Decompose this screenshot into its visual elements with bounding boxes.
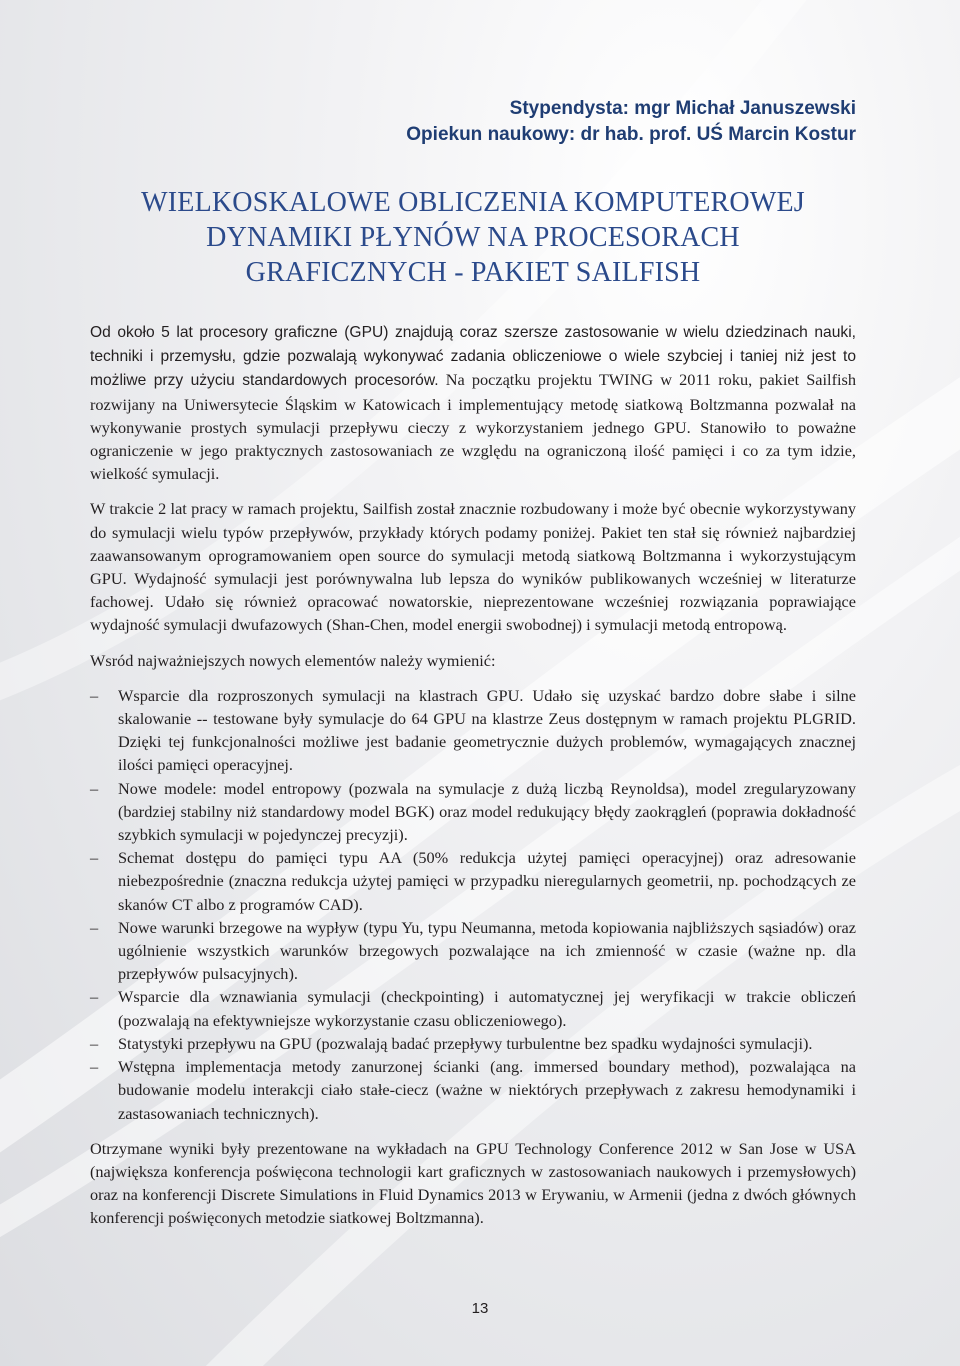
page-number: 13 — [471, 1300, 489, 1317]
dash-bullet: – — [90, 987, 99, 1007]
title-line-1: WIELKOSKALOWE OBLICZENIA KOMPUTEROWEJ — [141, 187, 805, 218]
dash-bullet: – — [90, 778, 99, 798]
author-header — [406, 96, 856, 148]
intro-paragraph — [90, 320, 856, 485]
intro-continuation: Na początku projektu TWING w 2011 roku, pakiet Sailfish rozwijany na Uniwersytecie Śląskim w Katowicach i implementujący metodę siatkową Boltzmanna pozwalał na wykonywanie prostych symulacji przepływu cieczy z wykorzystaniem jednego GPU. Stanowiło to poważne ograniczenie w jego praktycznych zastosowaniach ze względu na ograniczoną ilość pamięci i co za tym idzie, wielkość symulacji. — [90, 370, 856, 484]
list-item: – Nowe warunki brzegowe na wypływ (typu Yu, typu Neumanna, metoda kopiowania najbliższych sąsiadów) oraz ugólnienie wszystkich warunków brzegowych pozwalające na ich zmienność w czasie (ważne np. dla przepływów pulsacyjnych). — [90, 917, 856, 984]
list-item: – Nowe modele: model entropowy (pozwala na symulacje z dużą liczbą Reynoldsa), model zregularyzowany (bardziej stabilny niż standardowy model BGK) oraz model redukujący błędy zaokrągleń (poprawia dokładność szybkich symulacji w pojedynczej precyzji). — [90, 778, 856, 845]
title-line-2: DYNAMIKI PŁYNÓW NA PROCESORACH — [206, 222, 740, 253]
list-item: – Wsparcie dla wznawiania symulacji (checkpointing) i automatycznej jej weryfikacji w trakcie obliczeń (pozwalają na efektywniejsze wykorzystanie czasu obliczeniowego). — [90, 987, 856, 1030]
results-paragraph: Otrzymane wyniki były prezentowane na wykładach na GPU Technology Conference 2012 w San Jose w USA (największa konferencja poświęcona technologii kart graficznych w zastosowaniach naukowych i przemysłowych) oraz na konferencji Discrete Simulations in Fluid Dynamics 2013 w Erywaniu, w Armenii (jedna z dwóch głównych konferencji poświęconych metodzie siatkowej Boltzmanna). — [90, 1138, 856, 1228]
article-body — [90, 320, 856, 1230]
dash-bullet: – — [90, 1033, 99, 1053]
list-item: – Wstępna implementacja metody zanurzonej ścianki (ang. immersed boundary method), pozwalająca na budowanie modelu interakcji ciało stałe-ciecz (ważne w niektórych przepływach z zakresu hemodynamiki i zastasowaniach technicznych). — [90, 1057, 856, 1123]
list-item: – Schemat dostępu do pamięci typu AA (50% redukcja użytej pamięci operacyjnej) oraz adresowanie niebezpośrednie (znaczna redukcja użytej pamięci w przypadku nieregularnych geometrii, np. pochodzących ze skanów CT albo z programów CAD). — [90, 848, 856, 914]
feature-list — [90, 684, 856, 1125]
supervisor-line: Opiekun naukowy: dr hab. prof. UŚ Marcin Kostur — [406, 124, 856, 145]
dash-bullet: – — [90, 685, 99, 705]
dash-bullet: – — [90, 917, 99, 937]
title-line-3: GRAFICZNYCH - PAKIET SAILFISH — [245, 257, 701, 288]
page-title — [90, 185, 856, 290]
scholar-line: Stypendysta: mgr Michał Januszewski — [509, 98, 856, 119]
list-item: – Statystyki przepływu na GPU (pozwalają badać przepływy turbulentne bez spadku wydajności symulacji). — [90, 1032, 856, 1055]
list-intro: Wsród najważniejszych nowych elementów należy wymienić: — [90, 650, 496, 670]
dash-bullet: – — [90, 848, 99, 868]
list-item: – Wsparcie dla rozproszonych symulacji na klastrach GPU. Udało się uzyskać bardzo dobre słabe i silne skalowanie -- testowane były symulacje do 64 GPU na klastrze Zeus dostępnym w ramach projektu PLGRID. Dzięki tej funkcjonalności możliwe jest badanie geometrycznie dużych problemów, wymagających znacznej ilości pamięci operacyjnej. — [90, 685, 856, 775]
progress-paragraph: W trakcie 2 lat pracy w ramach projektu, Sailfish został znacznie rozbudowany i może być obecnie wykorzystywany do symulacji wielu typów przepływów, przykłady których podamy poniżej. Pakiet ten stał się również najbardziej zaawansowanym oprogramowaniem open source do symulacji metodą siatkową Boltzmanna i wykorzystującym GPU. Wydajność symulacji jest porównywalna lub lepsza do wyników publikowanych wcześniej w literaturze fachowej. Udało się również opracować nowatorskie, nieprezentowane wcześniej rozwiązania poprawiające wydajność symulacji dwufazowych (Shan-Chen, model energii swobodnej) i symulacji metodą entropową. — [90, 499, 856, 635]
intro-sentence: Od około 5 lat procesory graficzne (GPU) znajdują coraz szersze zastosowanie w wielu dziedzinach nauki, techniki i przemysłu, gdzie pozwalają wykonywać zadania obliczeniowe o wiele szybciej i taniej niż jest to możliwe przy użyciu standardowych procesorów. — [90, 324, 856, 390]
dash-bullet: – — [90, 1057, 99, 1077]
